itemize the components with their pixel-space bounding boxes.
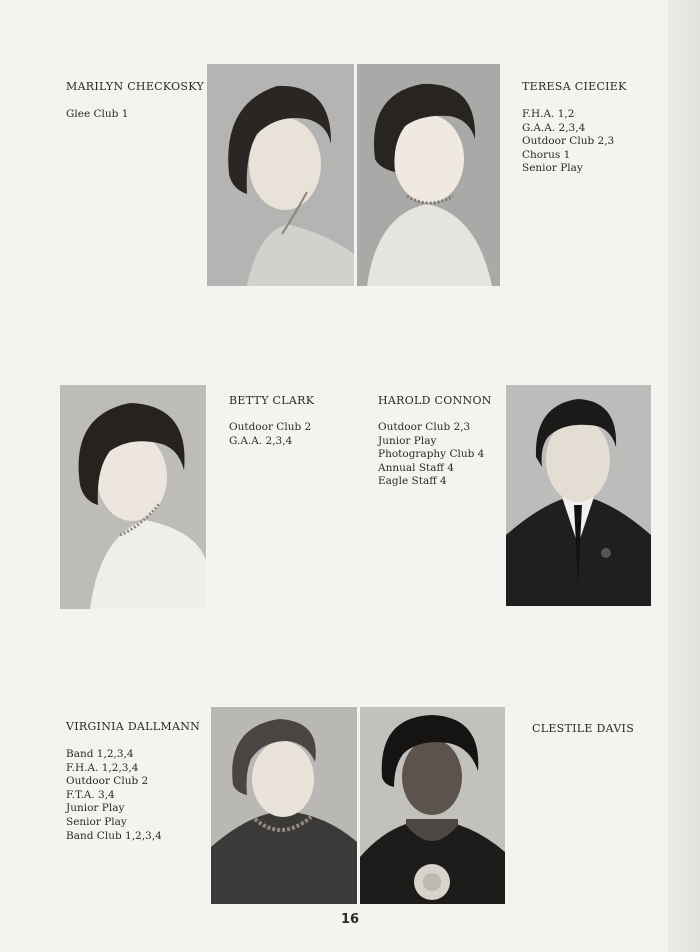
activity-item: F.H.A. 1,2,3,4 (66, 761, 139, 774)
activity-list (66, 108, 128, 122)
activity-list (378, 421, 484, 489)
activity-item: Glee Club 1 (66, 108, 129, 120)
activity-item: G.A.A. 2,3,4 (522, 121, 586, 134)
activity-list (66, 748, 162, 843)
portrait-photo (357, 64, 500, 286)
portrait-photo (60, 385, 206, 609)
activity-item: Senior Play (66, 815, 127, 828)
senior-name: CLESTILE DAVIS (532, 722, 635, 735)
page-edge-shadow (668, 0, 700, 952)
activity-item: Junior Play (378, 434, 437, 447)
portrait-photo (207, 64, 354, 286)
activity-item: Junior Play (66, 802, 125, 815)
senior-name: VIRGINIA DALLMANN (66, 720, 201, 733)
activity-item: Band Club 1,2,3,4 (66, 829, 162, 842)
senior-name: TERESA CIECIEK (522, 80, 627, 93)
activity-item: Outdoor Club 2,3 (378, 421, 471, 433)
activity-item: F.T.A. 3,4 (66, 788, 115, 801)
senior-name: BETTY CLARK (229, 394, 315, 407)
activity-item: Chorus 1 (522, 148, 571, 161)
activity-item: F.H.A. 1,2 (522, 108, 575, 120)
activity-item: Senior Play (522, 162, 583, 175)
senior-name: HAROLD CONNON (378, 394, 492, 407)
portrait-photo (506, 385, 651, 606)
activity-item: Outdoor Club 2 (229, 421, 312, 433)
activity-item: Eagle Staff 4 (378, 475, 447, 488)
activity-item: Outdoor Club 2,3 (522, 135, 615, 148)
page-number: 16 (340, 912, 360, 927)
activity-item: Band 1,2,3,4 (66, 748, 134, 760)
portrait-photo (360, 707, 505, 904)
senior-name: MARILYN CHECKOSKY (66, 80, 205, 93)
activity-item: Outdoor Club 2 (66, 775, 149, 788)
activity-item: Annual Staff 4 (378, 461, 454, 474)
activity-list (229, 421, 311, 448)
activity-item: G.A.A. 2,3,4 (229, 434, 293, 447)
activity-list (522, 108, 614, 176)
portrait-photo (211, 707, 357, 904)
activity-item: Photography Club 4 (378, 448, 485, 461)
